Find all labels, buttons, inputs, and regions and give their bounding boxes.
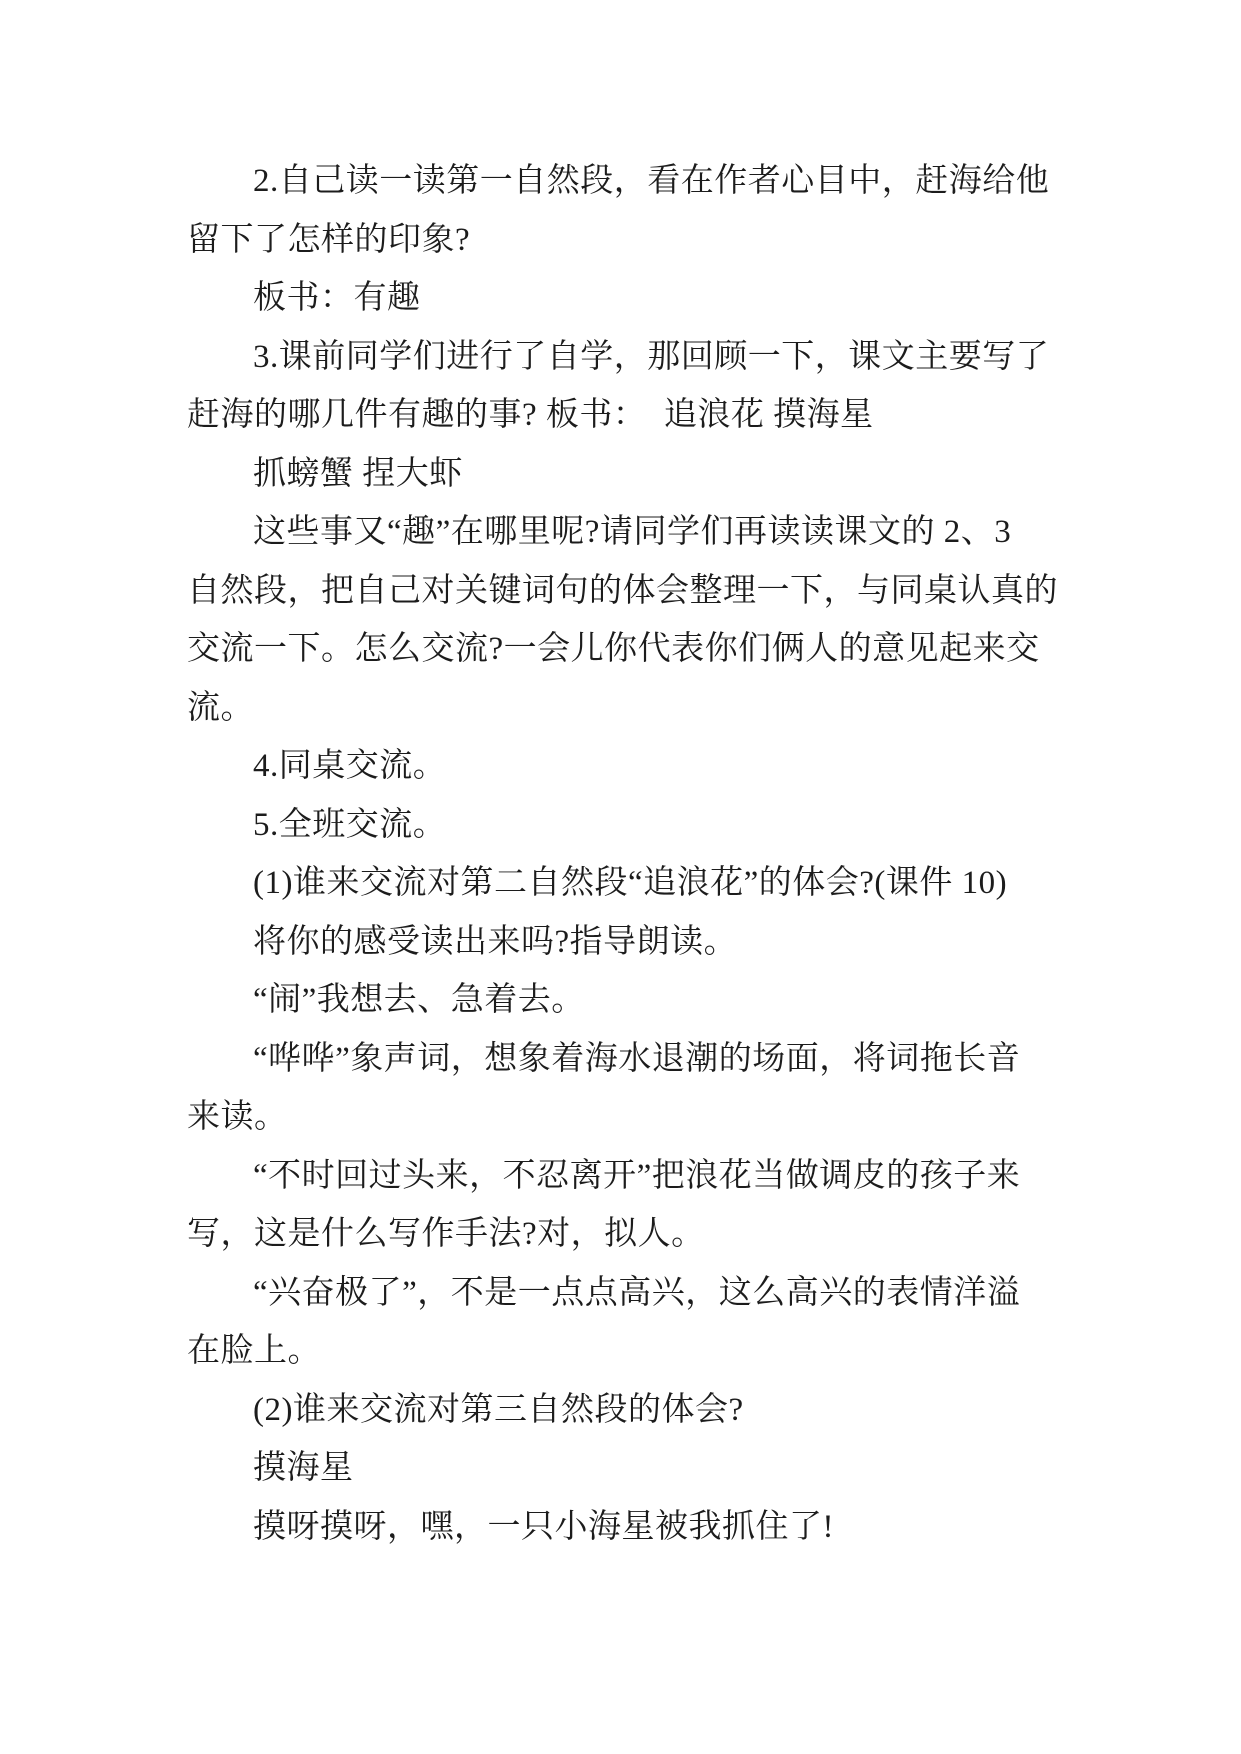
text-line: 流。: [187, 689, 254, 726]
text-line: 抓螃蟹 捏大虾: [253, 455, 463, 492]
text-line: 自然段，把自己对关键词句的体会整理一下，与同桌认真的: [187, 572, 1058, 609]
text-line: (1)谁来交流对第二自然段“追浪花”的体会?(课件 10): [253, 865, 1008, 901]
text-line: 将你的感受读出来吗?指导朗读。: [253, 923, 738, 960]
text-line: 摸海星: [253, 1450, 354, 1486]
text-line: 留下了怎样的印象?: [187, 221, 471, 258]
text-line: 这些事又“趣”在哪里呢?请同学们再读读课文的 2、3: [253, 514, 1012, 550]
text-line: 板书：有趣: [253, 280, 421, 316]
text-line: 摸呀摸呀，嘿，一只小海星被我抓住了!: [253, 1508, 834, 1545]
document-text-block: [187, 152, 1087, 1556]
text-line: 2.自己读一读第一自然段，看在作者心目中，赶海给他: [253, 163, 1050, 199]
text-line: 5.全班交流。: [253, 806, 447, 843]
text-line: 4.同桌交流。: [253, 748, 447, 784]
text-line: 来读。: [187, 1099, 288, 1135]
text-line: 3.课前同学们进行了自学，那回顾一下，课文主要写了: [253, 338, 1050, 375]
text-line: “不时回过头来，不忍离开”把浪花当做调皮的孩子来: [253, 1157, 1021, 1194]
text-line: 在脸上。: [187, 1333, 321, 1369]
text-line: 写，这是什么写作手法?对，拟人。: [187, 1216, 705, 1252]
text-line: “闹”我想去、急着去。: [253, 982, 585, 1018]
text-line: 赶海的哪几件有趣的事? 板书： 追浪花 摸海星: [187, 397, 874, 433]
text-line: “哗哗”象声词，想象着海水退潮的场面，将词拖长音: [253, 1040, 1021, 1077]
text-line: (2)谁来交流对第三自然段的体会?: [253, 1391, 744, 1428]
text-line: 交流一下。怎么交流?一会儿你代表你们俩人的意见起来交: [187, 631, 1040, 667]
text-line: “兴奋极了”，不是一点点高兴，这么高兴的表情洋溢: [253, 1274, 1021, 1311]
